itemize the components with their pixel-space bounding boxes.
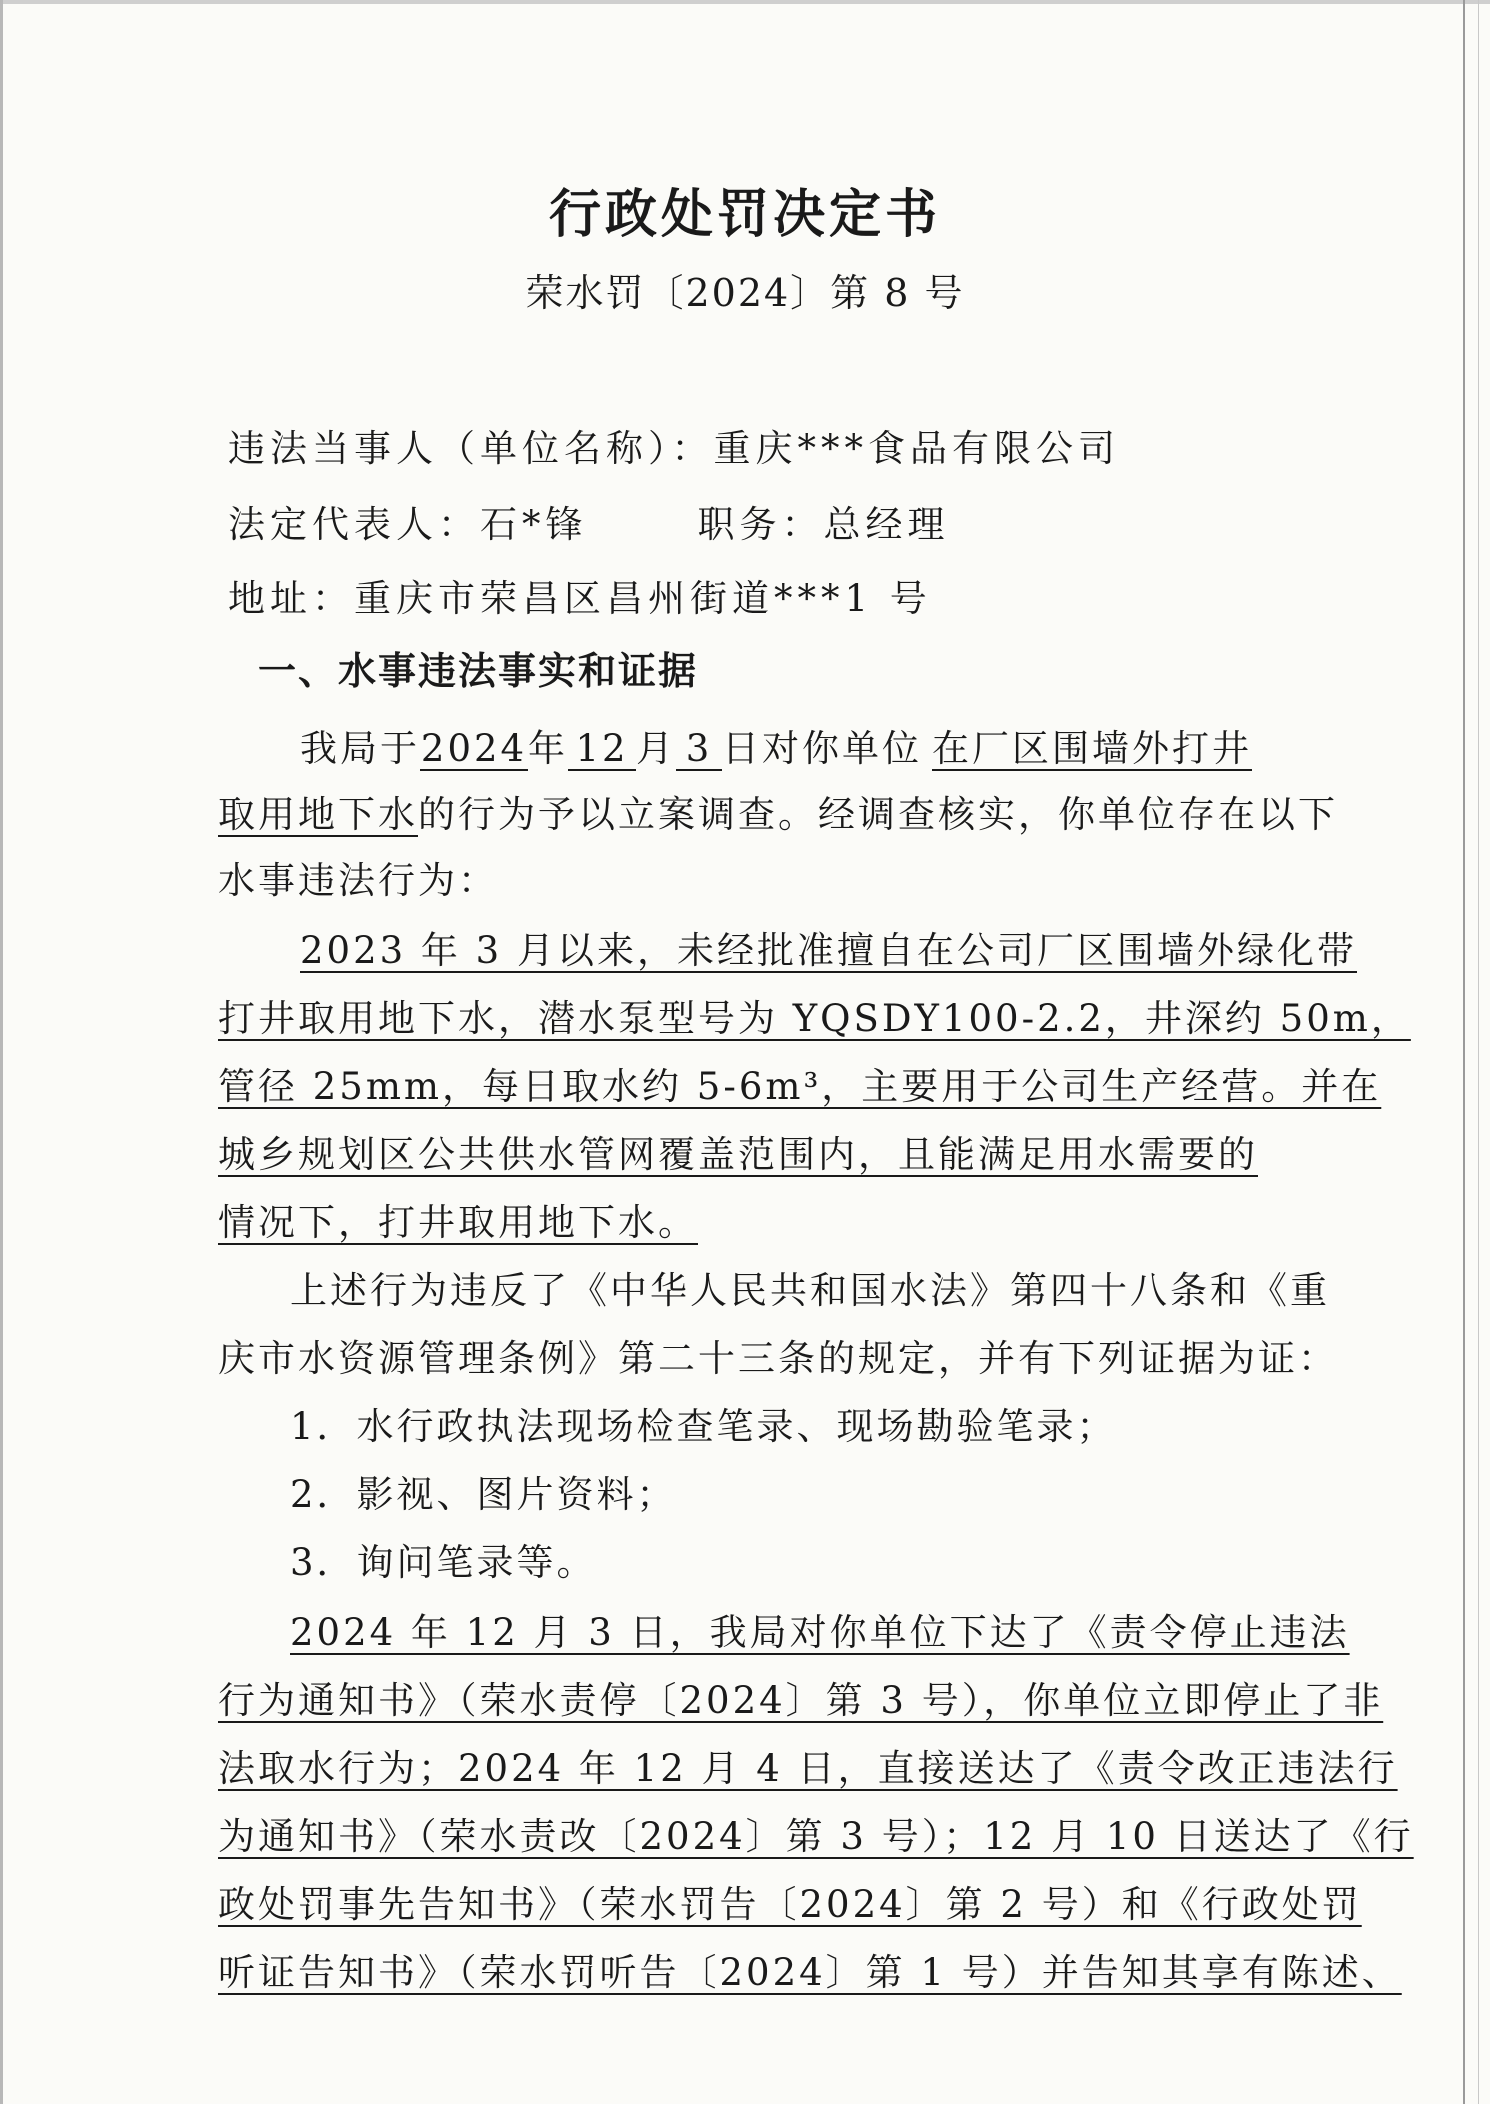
investigation-rest-b: 水事违法行为：	[218, 859, 498, 902]
process-line-3: 法取水行为；2024 年 12 月 4 日，直接送达了《责令改正违法行	[218, 1747, 1398, 1790]
party-name-value: 重庆***食品有限公司	[713, 427, 1120, 470]
fact-line-2: 打井取用地下水，潜水泵型号为 YQSDY100-2.2，井深约 50m，	[218, 997, 1411, 1040]
violation-line-2: 庆市水资源管理条例》第二十三条的规定，并有下列证据为证：	[218, 1337, 1338, 1380]
process-line-4: 为通知书》（荣水责改〔2024〕第 3 号）；12 月 10 日送达了《行	[218, 1815, 1414, 1858]
fill-year: 2024	[420, 727, 528, 770]
address-label: 地址：	[228, 577, 354, 620]
legal-rep-line	[228, 494, 950, 548]
party-name-label: 违法当事人（单位名称）：	[228, 427, 714, 470]
evidence-item-2: 2．影视、图片资料；	[290, 1473, 677, 1516]
day-unit: 日对你单位	[722, 727, 922, 770]
violation-line-1: 上述行为违反了《中华人民共和国水法》第四十八条和《重	[290, 1269, 1330, 1312]
fill-act-b: 取用地下水	[218, 793, 418, 836]
investigation-line-3	[218, 850, 1248, 904]
investigation-line-1	[300, 718, 1252, 772]
process-line-2: 行为通知书》（荣水责停〔2024〕第 3 号），你单位立即停止了非	[218, 1679, 1384, 1722]
fill-day: 3	[676, 730, 722, 771]
fill-act-a: 在厂区围墙外打井	[932, 727, 1252, 770]
investigation-line-2	[218, 784, 1338, 838]
fact-line-1: 2023 年 3 月以来，未经批准擅自在公司厂区围墙外绿化带	[300, 929, 1357, 972]
process-line-1: 2024 年 12 月 3 日，我局对你单位下达了《责令停止违法	[290, 1611, 1350, 1654]
document-title: 行政处罚决定书	[548, 185, 941, 245]
document-number: 荣水罚〔2024〕第 8 号	[525, 271, 965, 315]
process-line-5: 政处罚事先告知书》（荣水罚告〔2024〕第 2 号）和《行政处罚	[218, 1883, 1362, 1926]
legal-rep-label: 法定代表人：	[228, 503, 480, 546]
process-line-6: 听证告知书》（荣水罚听告〔2024〕第 1 号）并告知其享有陈述、	[218, 1951, 1402, 1994]
evidence-item-3: 3．询问笔录等。	[290, 1541, 597, 1584]
position-value: 总经理	[823, 503, 950, 546]
fact-line-4: 城乡规划区公共供水管网覆盖范围内，且能满足用水需要的	[218, 1133, 1258, 1176]
legal-rep-value: 石*锋	[480, 503, 588, 546]
position-label: 职务：	[697, 503, 824, 546]
fill-month: 12	[568, 730, 636, 771]
address-line	[228, 568, 932, 622]
investigation-rest-a: 的行为予以立案调查。经调查核实，你单位存在以下	[418, 793, 1338, 836]
party-name-line	[228, 418, 1120, 472]
evidence-item-1: 1．水行政执法现场检查笔录、现场勘验笔录；	[290, 1405, 1117, 1448]
year-unit: 年	[528, 727, 568, 770]
address-value: 重庆市荣昌区昌州街道***1 号	[354, 577, 932, 620]
fact-line-3: 管径 25mm，每日取水约 5-6m³，主要用于公司生产经营。并在	[218, 1065, 1382, 1108]
investigation-prefix: 我局于	[300, 727, 420, 770]
fact-line-5: 情况下，打井取用地下水。	[218, 1201, 698, 1244]
section-heading-facts: 一、水事违法事实和证据	[258, 649, 699, 693]
month-unit: 月	[636, 727, 676, 770]
